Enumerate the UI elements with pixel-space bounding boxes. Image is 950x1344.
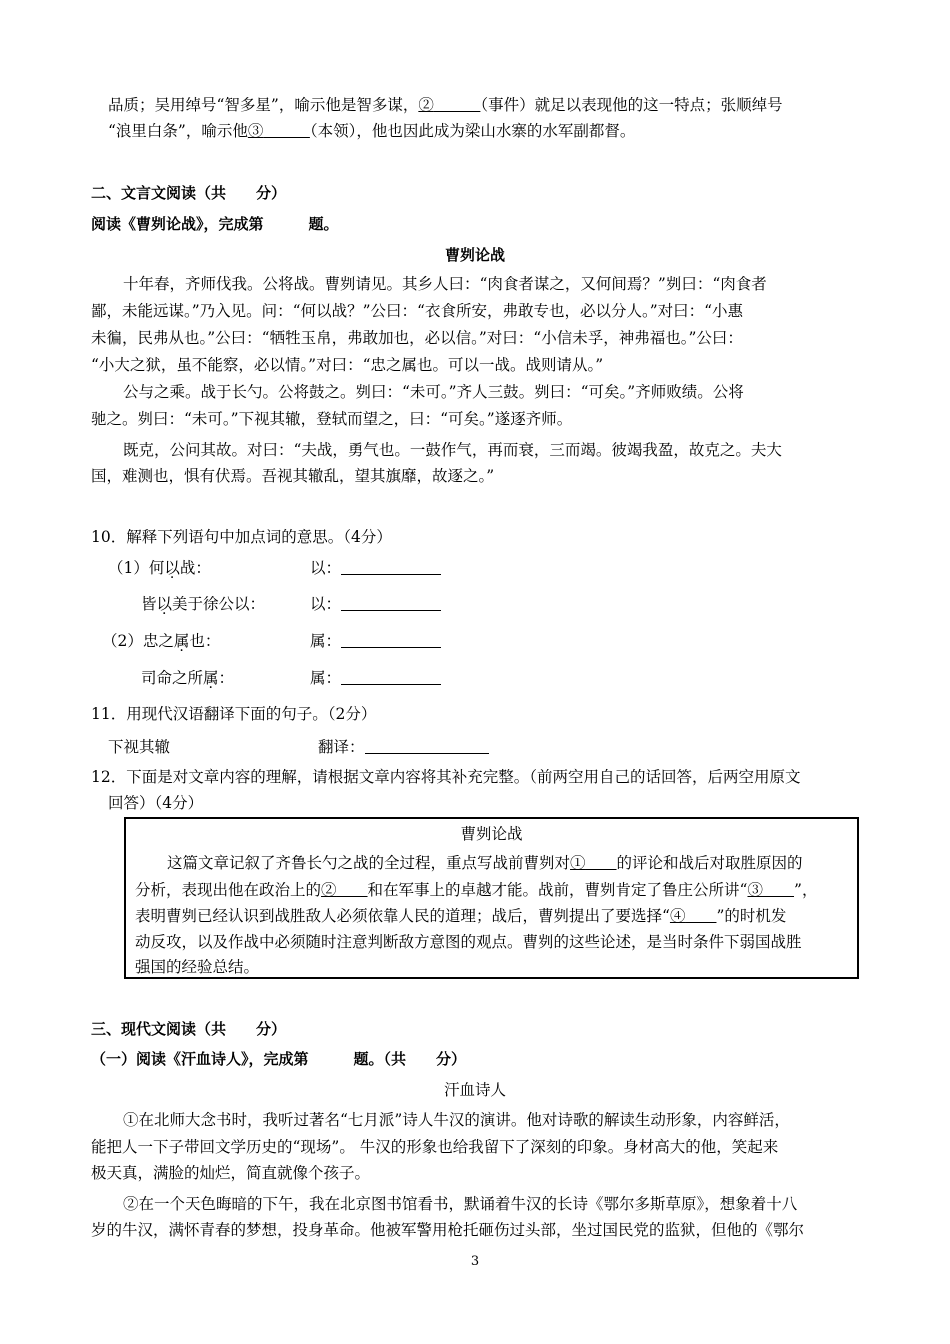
text-line	[108, 95, 783, 115]
box-line	[135, 880, 817, 900]
question-11-stem: 11．用现代汉语翻译下面的句子。（2分）	[91, 705, 377, 723]
passage-line: 能把人一下子带回文学历史的“现场”。 牛汉的形象也给我留下了深刻的印象。身材高大的他，笑起来	[91, 1138, 779, 1156]
text-segment: ”的时机发	[716, 907, 787, 925]
blank-number: ②	[321, 881, 337, 899]
blank-number: ①	[570, 854, 586, 872]
q10-answer-4	[310, 668, 441, 688]
item-number: （2）	[102, 632, 143, 650]
page-number: 3	[470, 1254, 480, 1269]
passage-line: 既克，公问其故。对曰：“夫战，勇气也。一鼓作气，再而衰，三而竭。彼竭我盈，故克之。夫大	[123, 441, 782, 459]
text-segment: 美于徐公以：	[172, 595, 266, 613]
text-segment: 战：	[179, 559, 211, 577]
text-segment: 的评论和战后对取胜原因的	[616, 854, 803, 872]
text-segment: （事件）就足以表现他的这一特点；张顺绰号	[480, 96, 783, 114]
section-heading: 二、文言文阅读（共 分）	[91, 184, 287, 202]
blank-number: ③	[747, 881, 763, 899]
answer-label: 属：	[310, 632, 342, 650]
blank-2[interactable]	[321, 881, 368, 899]
blank-number: ③	[247, 122, 264, 140]
dotted-word: 属	[173, 632, 190, 650]
text-segment: 这篇文章记叙了齐鲁长勺之战的全过程，重点写战前曹刿对	[167, 854, 571, 872]
q11-sentence: 下视其辙	[108, 738, 171, 756]
q10-answer-3	[310, 631, 441, 651]
text-line	[108, 121, 635, 141]
box-line	[167, 853, 803, 873]
q10-item-1	[108, 558, 211, 578]
passage-line: 国，难测也，惧有伏焉。吾视其辙乱，望其旗靡，故逐之。”	[91, 467, 495, 485]
section-instruction: 阅读《曹刿论战》，完成第 题。	[91, 215, 339, 233]
text-segment: ：	[218, 669, 235, 687]
q11-answer	[318, 737, 489, 757]
text-segment: 何	[148, 559, 165, 577]
passage-line: 岁的牛汉，满怀青春的梦想，投身革命。他被军警用枪托砸伤过头部，坐过国民党的监狱，但他的《鄂尔	[91, 1221, 805, 1239]
dotted-word: 以	[156, 595, 173, 613]
answer-label: 以：	[310, 559, 342, 577]
passage-title: 汗血诗人	[443, 1081, 506, 1099]
passage-line: 十年春，齐师伐我。公将战。曹刿请见。其乡人曰：“肉食者谋之，又何间焉？”刿曰：“肉食者	[123, 275, 767, 293]
passage-line: 未徧，民弗从也。”公曰：“牺牲玉帛，弗敢加也，必以信。”对曰：“小信未孚，神弗福也。”公曰：	[91, 329, 743, 347]
passage-line: ①在北师大念书时，我听过著名“七月派”诗人牛汉的演讲。他对诗歌的解读生动形象，内容鲜活，	[123, 1111, 790, 1129]
blank-3[interactable]	[747, 881, 794, 899]
blank-number: ②	[418, 96, 434, 114]
answer-blank[interactable]	[341, 558, 441, 575]
passage-title: 曹刿论战	[444, 246, 505, 264]
text-segment: 分析，表现出他在政治上的	[135, 881, 322, 899]
box-line	[135, 906, 786, 926]
blank-4[interactable]	[670, 907, 717, 925]
passage-line: ②在一个天色晦暗的下午，我在北京图书馆看书，默诵着牛汉的长诗《鄂尔多斯草原》，想象着十八	[123, 1195, 798, 1213]
q10-answer-2	[310, 594, 441, 614]
dotted-word: 以	[164, 559, 180, 577]
answer-label: 翻译：	[318, 738, 365, 756]
text-segment: “浪里白条”，喻示他	[108, 122, 248, 140]
q10-item-2	[141, 594, 265, 614]
q10-answer-1	[310, 558, 441, 578]
box-title: 曹刿论战	[460, 825, 523, 843]
section-heading: 三、现代文阅读（共 分）	[91, 1020, 287, 1038]
q10-item-3	[102, 631, 220, 651]
passage-line: 驰之。刿曰：“未可。”下视其辙，登轼而望之，曰：“可矣。”遂逐齐师。	[91, 410, 573, 428]
question-12-stem-cont: 回答）（4分）	[108, 794, 204, 812]
passage-line: 极天真，满脸的灿烂，简直就像个孩子。	[91, 1164, 371, 1182]
answer-label: 属：	[310, 669, 342, 687]
blank-2	[418, 96, 480, 114]
text-segment: 忠之	[142, 632, 174, 650]
item-number: （1）	[108, 559, 149, 577]
answer-label: 以：	[310, 595, 342, 613]
q10-item-4	[141, 668, 234, 688]
section-subheading: （一）阅读《汗血诗人》，完成第 题。（共 分）	[91, 1050, 467, 1068]
passage-line: 公与之乘。战于长勺。公将鼓之。刿曰：“未可。”齐人三鼓。刿曰：“可矣。”齐师败绩。公将	[123, 383, 744, 401]
text-segment: 皆	[141, 595, 157, 613]
answer-blank[interactable]	[365, 737, 489, 754]
dotted-word: 属	[203, 669, 219, 687]
passage-line: “小大之狱，虽不能察，必以情。”对曰：“忠之属也。可以一战。战则请从。”	[91, 356, 604, 374]
text-segment: 品质；吴用绰号“智多星”，喻示他是智多谋，	[108, 96, 419, 114]
blank-1[interactable]	[570, 854, 617, 872]
question-10-stem: 10．解释下列语句中加点词的意思。（4分）	[91, 528, 392, 546]
box-line: 强国的经验总结。	[135, 958, 260, 976]
blank-3	[248, 122, 310, 140]
text-segment: 和在军事上的卓越才能。战前，曹刿肯定了鲁庄公所讲“	[367, 881, 748, 899]
text-segment: 司命之所	[141, 669, 204, 687]
blank-number: ④	[669, 907, 686, 925]
text-segment: （本领），他也因此成为梁山水寨的水军副都督。	[309, 122, 636, 140]
text-segment: 表明曹刿已经认识到战胜敌人必须依靠人民的道理；战后，曹刿提出了要选择“	[135, 907, 670, 925]
text-segment: ”，	[794, 881, 818, 899]
question-12-stem: 12．下面是对文章内容的理解，请根据文章内容将其补充完整。（前两空用自己的话回答，后两空用原文	[91, 768, 801, 786]
answer-blank[interactable]	[341, 594, 441, 611]
passage-line: 鄙，未能远谋。”乃入见。问：“何以战？”公曰：“衣食所安，弗敢专也，必以分人。”对曰：“小惠	[91, 302, 744, 320]
text-segment: 也：	[189, 632, 221, 650]
answer-blank[interactable]	[341, 668, 441, 685]
box-line: 动反攻，以及作战中必须随时注意判断敌方意图的观点。曹刿的这些论述，是当时条件下弱国战胜	[135, 933, 802, 951]
answer-blank[interactable]	[341, 631, 441, 648]
